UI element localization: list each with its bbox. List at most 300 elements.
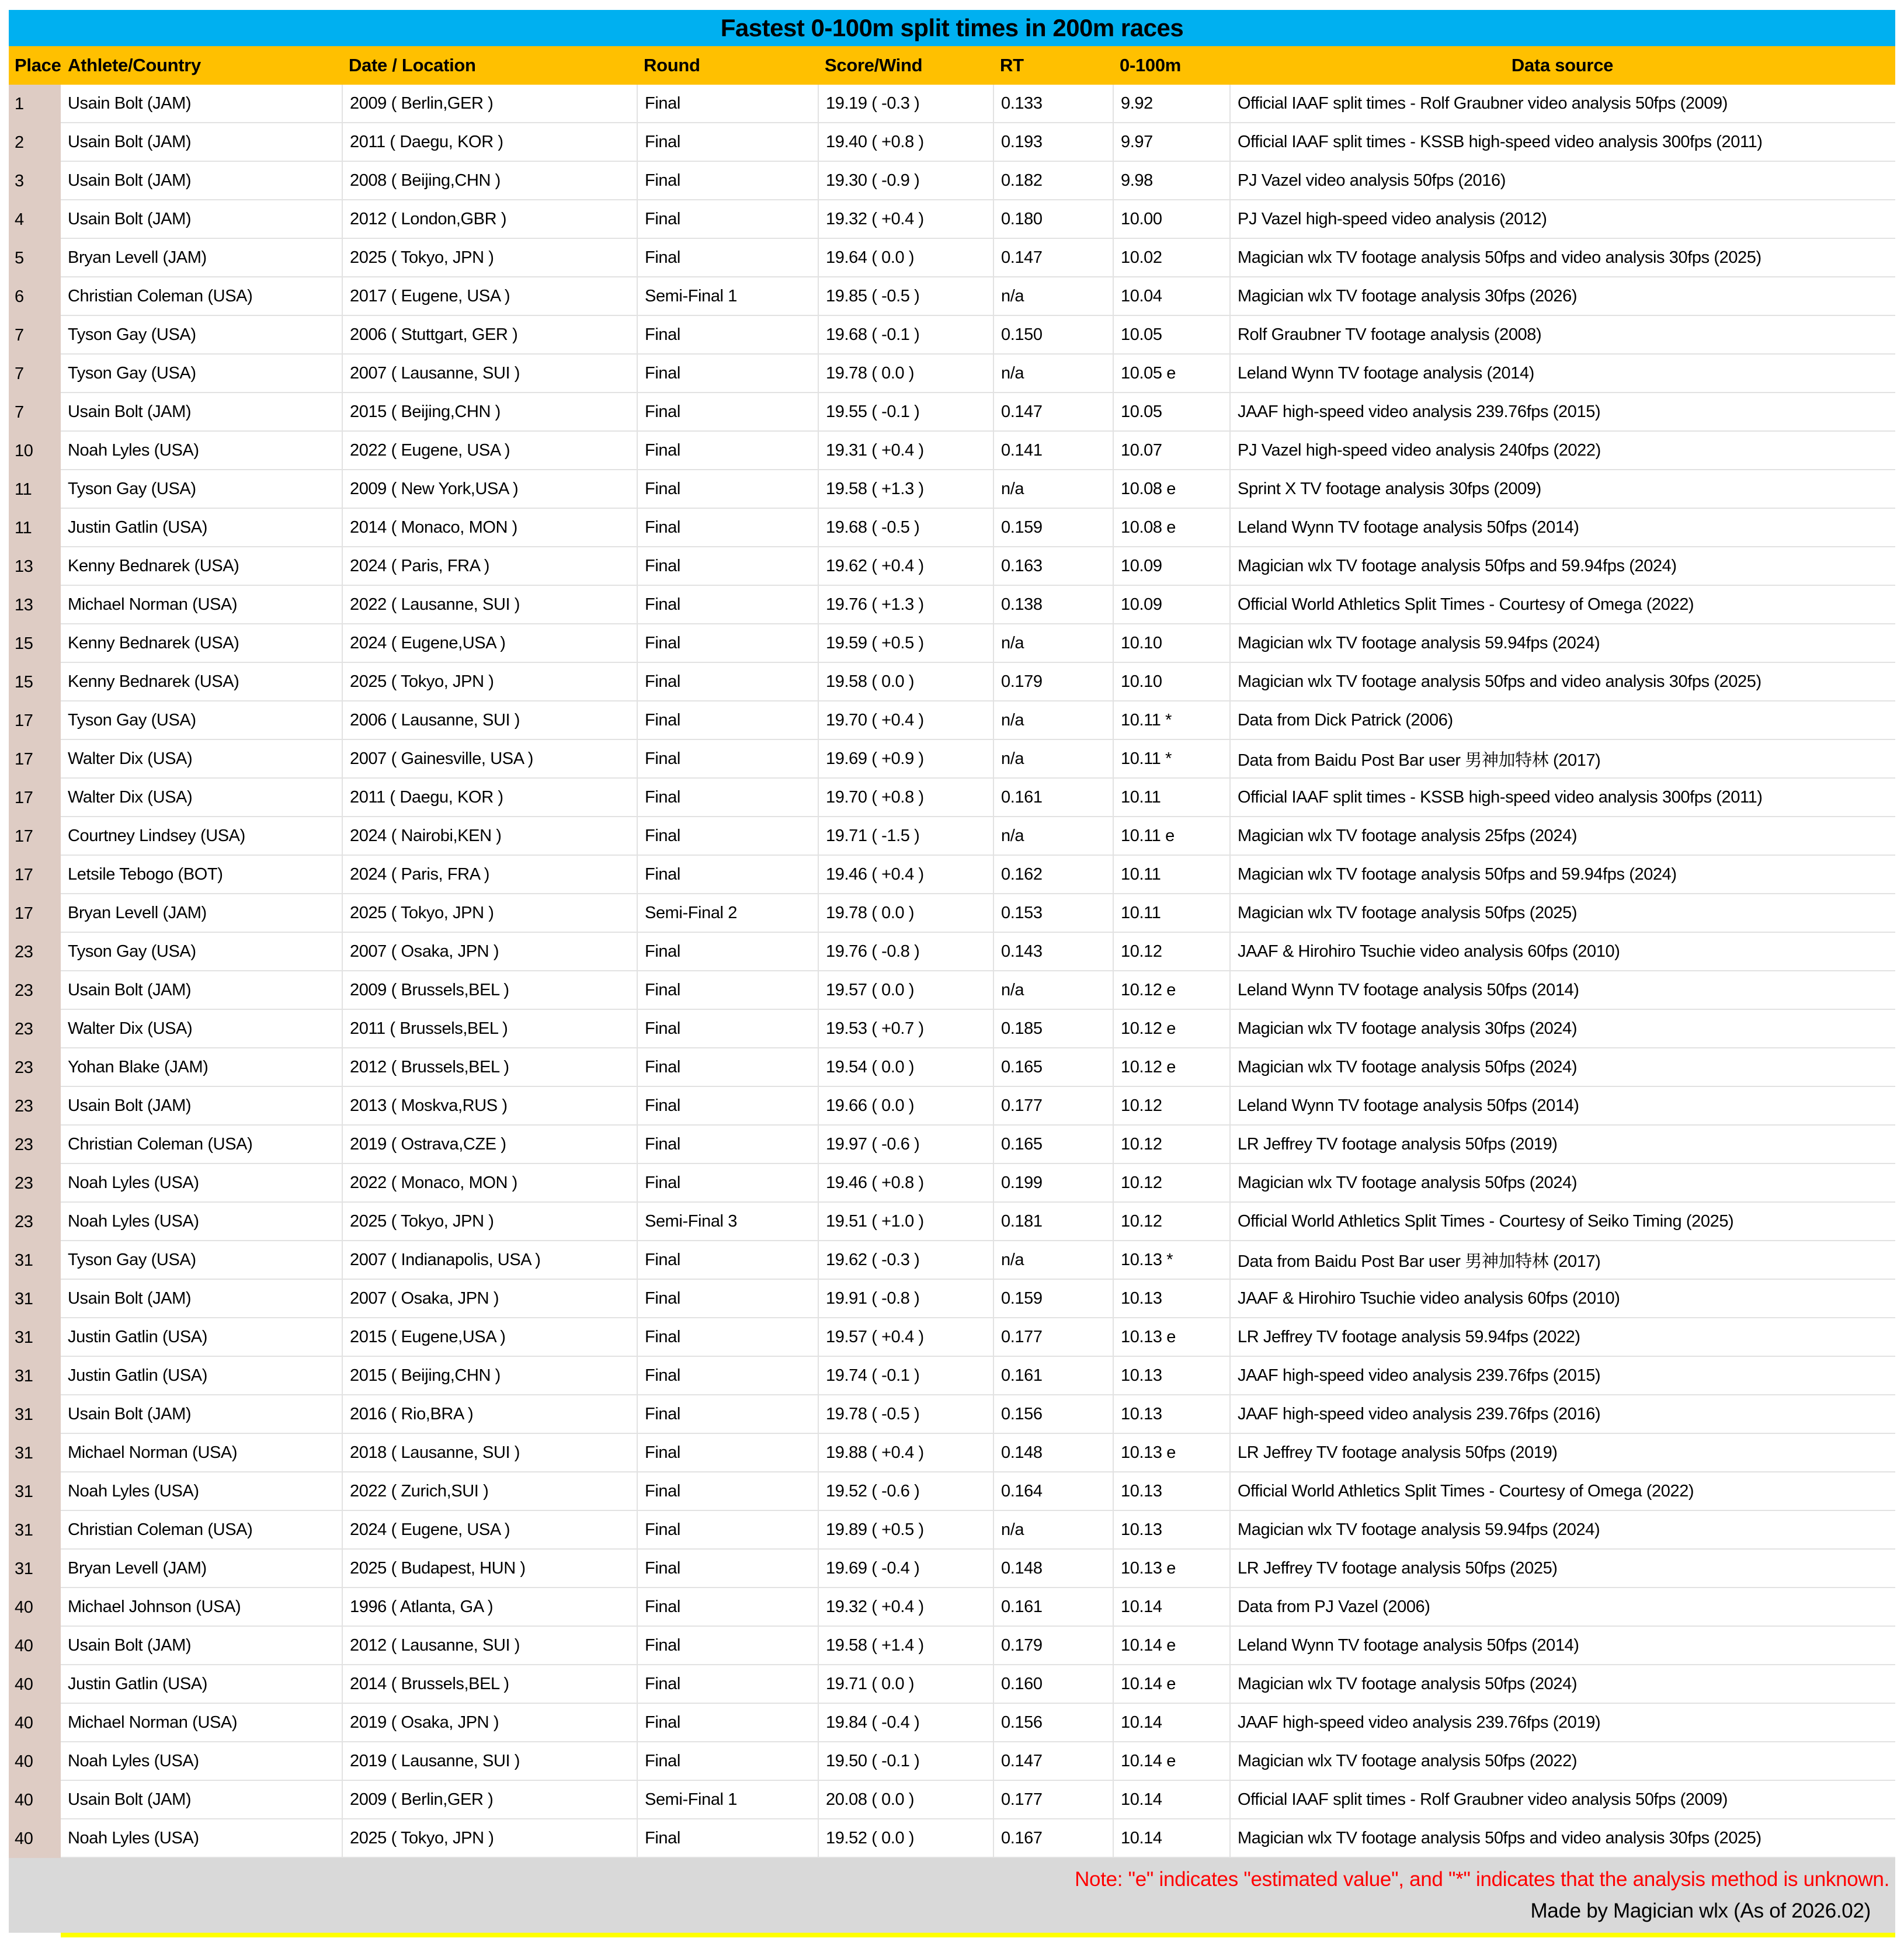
cell-rt: n/a: [993, 624, 1113, 663]
cell-rt: 0.164: [993, 1472, 1113, 1511]
cell-date: 2025 ( Tokyo, JPN ): [342, 1819, 637, 1858]
cell-score: 19.85 ( -0.5 ): [818, 277, 993, 316]
cell-rt: 0.167: [993, 1819, 1113, 1858]
cell-date: 1996 ( Atlanta, GA ): [342, 1588, 637, 1627]
cell-place: 40: [9, 1819, 61, 1858]
cell-athlete: Letsile Tebogo (BOT): [61, 856, 342, 894]
cell-split: 10.09: [1113, 547, 1229, 586]
cell-place: 40: [9, 1665, 61, 1704]
cell-date: 2024 ( Eugene,USA ): [342, 624, 637, 663]
table-row: [9, 663, 1895, 701]
cell-round: Final: [637, 740, 818, 779]
cell-source: Magician wlx TV footage analysis 50fps and video analysis 30fps (2025): [1229, 663, 1895, 701]
cell-split: 10.14 e: [1113, 1627, 1229, 1665]
cell-rt: 0.185: [993, 1010, 1113, 1048]
cell-rt: 0.147: [993, 393, 1113, 432]
cell-place: 11: [9, 509, 61, 547]
cell-place: 7: [9, 355, 61, 393]
cell-split: 10.11: [1113, 856, 1229, 894]
table-row: [9, 1241, 1895, 1280]
cell-place: 40: [9, 1627, 61, 1665]
cell-athlete: Usain Bolt (JAM): [61, 1627, 342, 1665]
cell-place: 7: [9, 316, 61, 355]
table-row: [9, 1010, 1895, 1048]
cell-split: 10.11 e: [1113, 817, 1229, 856]
table-row: [9, 971, 1895, 1010]
cell-date: 2019 ( Ostrava,CZE ): [342, 1126, 637, 1164]
table-row: [9, 355, 1895, 393]
cell-score: 19.68 ( -0.1 ): [818, 316, 993, 355]
cell-rt: 0.165: [993, 1048, 1113, 1087]
cell-rt: 0.177: [993, 1087, 1113, 1126]
cell-round: Final: [637, 1048, 818, 1087]
cell-split: 10.12 e: [1113, 1048, 1229, 1087]
cell-rt: 0.143: [993, 933, 1113, 971]
cell-place: 3: [9, 162, 61, 200]
cell-athlete: Tyson Gay (USA): [61, 316, 342, 355]
cell-rt: 0.156: [993, 1395, 1113, 1434]
cell-score: 19.40 ( +0.8 ): [818, 123, 993, 162]
cell-date: 2009 ( Berlin,GER ): [342, 1781, 637, 1819]
cell-athlete: Noah Lyles (USA): [61, 1203, 342, 1241]
cell-date: 2012 ( Brussels,BEL ): [342, 1048, 637, 1087]
cell-score: 19.32 ( +0.4 ): [818, 200, 993, 239]
cell-place: 5: [9, 239, 61, 277]
cell-split: 10.11 *: [1113, 701, 1229, 740]
table-row: [9, 123, 1895, 162]
cell-place: 13: [9, 547, 61, 586]
cell-split: 10.12 e: [1113, 971, 1229, 1010]
cell-rt: 0.179: [993, 663, 1113, 701]
cell-rt: 0.150: [993, 316, 1113, 355]
cell-score: 19.54 ( 0.0 ): [818, 1048, 993, 1087]
cell-source: Magician wlx TV footage analysis 50fps and video analysis 30fps (2025): [1229, 1819, 1895, 1858]
cell-place: 4: [9, 200, 61, 239]
cell-split: 10.13 *: [1113, 1241, 1229, 1280]
cell-rt: n/a: [993, 470, 1113, 509]
cell-split: 10.07: [1113, 432, 1229, 470]
cell-rt: 0.193: [993, 123, 1113, 162]
cell-athlete: Kenny Bednarek (USA): [61, 624, 342, 663]
cell-split: 10.00: [1113, 200, 1229, 239]
cell-place: 23: [9, 1203, 61, 1241]
cell-split: 10.05 e: [1113, 355, 1229, 393]
cell-date: 2025 ( Budapest, HUN ): [342, 1550, 637, 1588]
cell-score: 19.64 ( 0.0 ): [818, 239, 993, 277]
cell-source: JAAF high-speed video analysis 239.76fps (2016): [1229, 1395, 1895, 1434]
cell-split: 9.92: [1113, 85, 1229, 123]
cell-athlete: Michael Johnson (USA): [61, 1588, 342, 1627]
cell-source: Magician wlx TV footage analysis 50fps (2024): [1229, 1665, 1895, 1704]
cell-source: JAAF & Hirohiro Tsuchie video analysis 60fps (2010): [1229, 933, 1895, 971]
cell-round: Final: [637, 200, 818, 239]
cell-place: 31: [9, 1395, 61, 1434]
table-row: [9, 1164, 1895, 1203]
cell-place: 31: [9, 1280, 61, 1318]
cell-date: 2017 ( Eugene, USA ): [342, 277, 637, 316]
cell-rt: 0.147: [993, 239, 1113, 277]
cell-source: Official IAAF split times - KSSB high-speed video analysis 300fps (2011): [1229, 123, 1895, 162]
cell-round: Final: [637, 1627, 818, 1665]
cell-place: 7: [9, 393, 61, 432]
cell-split: 10.09: [1113, 586, 1229, 624]
cell-rt: 0.161: [993, 779, 1113, 817]
cell-rt: n/a: [993, 701, 1113, 740]
cell-athlete: Usain Bolt (JAM): [61, 1395, 342, 1434]
cell-rt: 0.133: [993, 85, 1113, 123]
cell-source: Official World Athletics Split Times - Courtesy of Omega (2022): [1229, 586, 1895, 624]
table-row: [9, 1627, 1895, 1665]
cell-date: 2022 ( Lausanne, SUI ): [342, 586, 637, 624]
cell-round: Final: [637, 1357, 818, 1395]
cell-athlete: Usain Bolt (JAM): [61, 200, 342, 239]
cell-source: Leland Wynn TV footage analysis 50fps (2014): [1229, 971, 1895, 1010]
cell-date: 2024 ( Paris, FRA ): [342, 547, 637, 586]
cell-score: 19.30 ( -0.9 ): [818, 162, 993, 200]
cell-source: JAAF & Hirohiro Tsuchie video analysis 60fps (2010): [1229, 1280, 1895, 1318]
cell-date: 2014 ( Monaco, MON ): [342, 509, 637, 547]
cell-split: 10.05: [1113, 393, 1229, 432]
table-row: [9, 1280, 1895, 1318]
cell-source: Magician wlx TV footage analysis 50fps and video analysis 30fps (2025): [1229, 239, 1895, 277]
cell-source: LR Jeffrey TV footage analysis 50fps (2019): [1229, 1126, 1895, 1164]
cell-place: 17: [9, 740, 61, 779]
cell-round: Final: [637, 701, 818, 740]
cell-athlete: Justin Gatlin (USA): [61, 509, 342, 547]
cell-score: 19.68 ( -0.5 ): [818, 509, 993, 547]
cell-round: Final: [637, 779, 818, 817]
cell-split: 10.14: [1113, 1781, 1229, 1819]
cell-place: 31: [9, 1357, 61, 1395]
column-header-date: Date / Location: [349, 55, 476, 75]
cell-athlete: Tyson Gay (USA): [61, 701, 342, 740]
cell-date: 2013 ( Moskva,RUS ): [342, 1087, 637, 1126]
cell-split: 10.14: [1113, 1819, 1229, 1858]
table-row: [9, 1087, 1895, 1126]
cell-rt: 0.165: [993, 1126, 1113, 1164]
cell-place: 40: [9, 1742, 61, 1781]
cell-athlete: Kenny Bednarek (USA): [61, 547, 342, 586]
cell-athlete: Noah Lyles (USA): [61, 432, 342, 470]
cell-split: 10.10: [1113, 624, 1229, 663]
table-row: [9, 432, 1895, 470]
cell-athlete: Usain Bolt (JAM): [61, 85, 342, 123]
title-bar: [9, 10, 1895, 46]
cell-source: JAAF high-speed video analysis 239.76fps (2015): [1229, 1357, 1895, 1395]
cell-score: 19.19 ( -0.3 ): [818, 85, 993, 123]
cell-score: 19.70 ( +0.4 ): [818, 701, 993, 740]
cell-rt: n/a: [993, 277, 1113, 316]
cell-athlete: Kenny Bednarek (USA): [61, 663, 342, 701]
cell-athlete: Usain Bolt (JAM): [61, 1280, 342, 1318]
cell-score: 19.58 ( 0.0 ): [818, 663, 993, 701]
table-row: [9, 701, 1895, 740]
cell-split: 10.10: [1113, 663, 1229, 701]
cell-place: 40: [9, 1588, 61, 1627]
cell-score: 19.32 ( +0.4 ): [818, 1588, 993, 1627]
cell-split: 10.12 e: [1113, 1010, 1229, 1048]
cell-date: 2025 ( Tokyo, JPN ): [342, 894, 637, 933]
cell-athlete: Tyson Gay (USA): [61, 355, 342, 393]
cell-round: Final: [637, 1318, 818, 1357]
cell-source: Official IAAF split times - Rolf Graubner video analysis 50fps (2009): [1229, 1781, 1895, 1819]
cell-score: 19.76 ( +1.3 ): [818, 586, 993, 624]
cell-date: 2019 ( Lausanne, SUI ): [342, 1742, 637, 1781]
cell-place: 40: [9, 1781, 61, 1819]
cell-round: Semi-Final 1: [637, 277, 818, 316]
cell-round: Final: [637, 1434, 818, 1472]
cell-score: 19.74 ( -0.1 ): [818, 1357, 993, 1395]
cell-split: 10.13: [1113, 1472, 1229, 1511]
cell-split: 10.02: [1113, 239, 1229, 277]
cell-split: 9.97: [1113, 123, 1229, 162]
cell-rt: 0.159: [993, 1280, 1113, 1318]
cell-date: 2015 ( Beijing,CHN ): [342, 393, 637, 432]
cell-rt: 0.147: [993, 1742, 1113, 1781]
cell-round: Final: [637, 971, 818, 1010]
cell-score: 19.89 ( +0.5 ): [818, 1511, 993, 1550]
cell-score: 19.50 ( -0.1 ): [818, 1742, 993, 1781]
cell-source: LR Jeffrey TV footage analysis 59.94fps (2022): [1229, 1318, 1895, 1357]
cell-round: Final: [637, 1704, 818, 1742]
cell-date: 2022 ( Zurich,SUI ): [342, 1472, 637, 1511]
cell-date: 2011 ( Daegu, KOR ): [342, 779, 637, 817]
cell-source: JAAF high-speed video analysis 239.76fps (2019): [1229, 1704, 1895, 1742]
cell-score: 19.53 ( +0.7 ): [818, 1010, 993, 1048]
cell-split: 10.13: [1113, 1395, 1229, 1434]
table-row: [9, 740, 1895, 779]
footer-note: Note: "e" indicates "estimated value", and "*" indicates that the analysis method is unknown.: [1075, 1868, 1889, 1891]
cell-round: Final: [637, 663, 818, 701]
cell-source: Data from PJ Vazel (2006): [1229, 1588, 1895, 1627]
cell-round: Final: [637, 1550, 818, 1588]
cell-round: Semi-Final 3: [637, 1203, 818, 1241]
cell-athlete: Christian Coleman (USA): [61, 277, 342, 316]
cell-athlete: Michael Norman (USA): [61, 1434, 342, 1472]
cell-place: 15: [9, 663, 61, 701]
cell-date: 2007 ( Lausanne, SUI ): [342, 355, 637, 393]
cell-place: 10: [9, 432, 61, 470]
cell-round: Final: [637, 509, 818, 547]
cell-date: 2008 ( Beijing,CHN ): [342, 162, 637, 200]
table-row: [9, 1781, 1895, 1819]
cell-date: 2022 ( Monaco, MON ): [342, 1164, 637, 1203]
cell-place: 23: [9, 1048, 61, 1087]
cell-date: 2025 ( Tokyo, JPN ): [342, 663, 637, 701]
cell-source: Leland Wynn TV footage analysis 50fps (2014): [1229, 1627, 1895, 1665]
cell-athlete: Noah Lyles (USA): [61, 1164, 342, 1203]
cell-round: Final: [637, 432, 818, 470]
cell-score: 19.78 ( 0.0 ): [818, 355, 993, 393]
cell-source: Magician wlx TV footage analysis 30fps (2024): [1229, 1010, 1895, 1048]
table-row: [9, 1472, 1895, 1511]
table-row: [9, 1203, 1895, 1241]
cell-rt: 0.138: [993, 586, 1113, 624]
cell-round: Final: [637, 933, 818, 971]
cell-place: 23: [9, 933, 61, 971]
cell-source: Magician wlx TV footage analysis 59.94fps (2024): [1229, 1511, 1895, 1550]
cell-date: 2006 ( Lausanne, SUI ): [342, 701, 637, 740]
cell-place: 31: [9, 1241, 61, 1280]
cell-rt: n/a: [993, 355, 1113, 393]
table-row: [9, 817, 1895, 856]
table-row: [9, 779, 1895, 817]
cell-source: Sprint X TV footage analysis 30fps (2009): [1229, 470, 1895, 509]
column-header-athlete: Athlete/Country: [68, 55, 201, 75]
cell-athlete: Bryan Levell (JAM): [61, 894, 342, 933]
cell-score: 19.55 ( -0.1 ): [818, 393, 993, 432]
cell-athlete: Walter Dix (USA): [61, 779, 342, 817]
cell-round: Final: [637, 1164, 818, 1203]
table-row: [9, 277, 1895, 316]
cell-rt: 0.161: [993, 1588, 1113, 1627]
cell-split: 10.05: [1113, 316, 1229, 355]
cell-split: 10.08 e: [1113, 470, 1229, 509]
cell-split: 10.13: [1113, 1511, 1229, 1550]
cell-score: 19.46 ( +0.4 ): [818, 856, 993, 894]
cell-score: 19.88 ( +0.4 ): [818, 1434, 993, 1472]
cell-place: 23: [9, 1087, 61, 1126]
cell-rt: 0.160: [993, 1665, 1113, 1704]
cell-rt: n/a: [993, 1511, 1113, 1550]
cell-place: 2: [9, 123, 61, 162]
cell-date: 2011 ( Daegu, KOR ): [342, 123, 637, 162]
cell-score: 19.71 ( 0.0 ): [818, 1665, 993, 1704]
cell-athlete: Usain Bolt (JAM): [61, 971, 342, 1010]
footer: [9, 1858, 1895, 1933]
table-row: [9, 1704, 1895, 1742]
cell-split: 10.13 e: [1113, 1318, 1229, 1357]
table-row: [9, 1126, 1895, 1164]
bottom-yellow-underline: [61, 1933, 1895, 1937]
cell-round: Final: [637, 547, 818, 586]
cell-rt: 0.180: [993, 200, 1113, 239]
cell-score: 19.51 ( +1.0 ): [818, 1203, 993, 1241]
cell-rt: 0.162: [993, 856, 1113, 894]
table-header: [9, 46, 1895, 85]
cell-place: 17: [9, 856, 61, 894]
cell-athlete: Justin Gatlin (USA): [61, 1665, 342, 1704]
cell-place: 40: [9, 1704, 61, 1742]
cell-date: 2014 ( Brussels,BEL ): [342, 1665, 637, 1704]
table-row: [9, 894, 1895, 933]
cell-source: Magician wlx TV footage analysis 50fps and 59.94fps (2024): [1229, 856, 1895, 894]
table-rows: [9, 85, 1895, 1858]
cell-rt: 0.181: [993, 1203, 1113, 1241]
cell-round: Final: [637, 355, 818, 393]
cell-score: 20.08 ( 0.0 ): [818, 1781, 993, 1819]
cell-athlete: Usain Bolt (JAM): [61, 1781, 342, 1819]
cell-athlete: Yohan Blake (JAM): [61, 1048, 342, 1087]
cell-athlete: Usain Bolt (JAM): [61, 1087, 342, 1126]
cell-rt: 0.179: [993, 1627, 1113, 1665]
cell-place: 31: [9, 1550, 61, 1588]
cell-source: Magician wlx TV footage analysis 30fps (2026): [1229, 277, 1895, 316]
cell-score: 19.31 ( +0.4 ): [818, 432, 993, 470]
table-row: [9, 856, 1895, 894]
cell-athlete: Christian Coleman (USA): [61, 1126, 342, 1164]
cell-split: 10.12: [1113, 1087, 1229, 1126]
cell-source: LR Jeffrey TV footage analysis 50fps (2025): [1229, 1550, 1895, 1588]
cell-rt: n/a: [993, 817, 1113, 856]
cell-place: 17: [9, 701, 61, 740]
cell-split: 10.14 e: [1113, 1742, 1229, 1781]
cell-date: 2024 ( Nairobi,KEN ): [342, 817, 637, 856]
cell-date: 2006 ( Stuttgart, GER ): [342, 316, 637, 355]
table-row: [9, 200, 1895, 239]
cell-round: Final: [637, 1472, 818, 1511]
cell-source: JAAF high-speed video analysis 239.76fps (2015): [1229, 393, 1895, 432]
cell-score: 19.76 ( -0.8 ): [818, 933, 993, 971]
cell-date: 2024 ( Paris, FRA ): [342, 856, 637, 894]
table-row: [9, 1588, 1895, 1627]
cell-date: 2012 ( London,GBR ): [342, 200, 637, 239]
cell-split: 10.12: [1113, 1164, 1229, 1203]
cell-score: 19.91 ( -0.8 ): [818, 1280, 993, 1318]
cell-source: Magician wlx TV footage analysis 59.94fps (2024): [1229, 624, 1895, 663]
cell-date: 2018 ( Lausanne, SUI ): [342, 1434, 637, 1472]
cell-split: 10.12: [1113, 933, 1229, 971]
table-row: [9, 470, 1895, 509]
table-row: [9, 393, 1895, 432]
cell-source: Data from Baidu Post Bar user 男神加特林 (2017): [1229, 740, 1895, 779]
cell-date: 2015 ( Eugene,USA ): [342, 1318, 637, 1357]
cell-source: Magician wlx TV footage analysis 50fps (2024): [1229, 1048, 1895, 1087]
cell-rt: 0.163: [993, 547, 1113, 586]
cell-date: 2022 ( Eugene, USA ): [342, 432, 637, 470]
cell-source: PJ Vazel high-speed video analysis 240fps (2022): [1229, 432, 1895, 470]
cell-round: Final: [637, 1819, 818, 1858]
cell-place: 31: [9, 1434, 61, 1472]
cell-date: 2007 ( Gainesville, USA ): [342, 740, 637, 779]
cell-source: Official IAAF split times - KSSB high-speed video analysis 300fps (2011): [1229, 779, 1895, 817]
cell-date: 2012 ( Lausanne, SUI ): [342, 1627, 637, 1665]
cell-score: 19.59 ( +0.5 ): [818, 624, 993, 663]
cell-date: 2007 ( Osaka, JPN ): [342, 1280, 637, 1318]
cell-athlete: Bryan Levell (JAM): [61, 239, 342, 277]
cell-source: PJ Vazel video analysis 50fps (2016): [1229, 162, 1895, 200]
cell-split: 10.11: [1113, 779, 1229, 817]
cell-date: 2011 ( Brussels,BEL ): [342, 1010, 637, 1048]
cell-round: Final: [637, 817, 818, 856]
cell-athlete: Tyson Gay (USA): [61, 933, 342, 971]
cell-score: 19.71 ( -1.5 ): [818, 817, 993, 856]
cell-score: 19.69 ( -0.4 ): [818, 1550, 993, 1588]
cell-split: 10.12: [1113, 1126, 1229, 1164]
cell-rt: n/a: [993, 971, 1113, 1010]
cell-athlete: Usain Bolt (JAM): [61, 123, 342, 162]
column-header-source: Data source: [1511, 55, 1614, 75]
page-title: Fastest 0-100m split times in 200m races: [720, 14, 1184, 41]
cell-rt: 0.148: [993, 1550, 1113, 1588]
cell-round: Final: [637, 393, 818, 432]
cell-score: 19.78 ( 0.0 ): [818, 894, 993, 933]
cell-athlete: Walter Dix (USA): [61, 1010, 342, 1048]
cell-score: 19.78 ( -0.5 ): [818, 1395, 993, 1434]
cell-score: 19.62 ( +0.4 ): [818, 547, 993, 586]
cell-round: Final: [637, 586, 818, 624]
cell-round: Final: [637, 624, 818, 663]
cell-split: 10.13 e: [1113, 1434, 1229, 1472]
table-row: [9, 1511, 1895, 1550]
cell-athlete: Usain Bolt (JAM): [61, 162, 342, 200]
cell-date: 2024 ( Eugene, USA ): [342, 1511, 637, 1550]
cell-place: 15: [9, 624, 61, 663]
cell-rt: n/a: [993, 740, 1113, 779]
table-row: [9, 85, 1895, 123]
cell-split: 10.13: [1113, 1280, 1229, 1318]
cell-date: 2007 ( Indianapolis, USA ): [342, 1241, 637, 1280]
